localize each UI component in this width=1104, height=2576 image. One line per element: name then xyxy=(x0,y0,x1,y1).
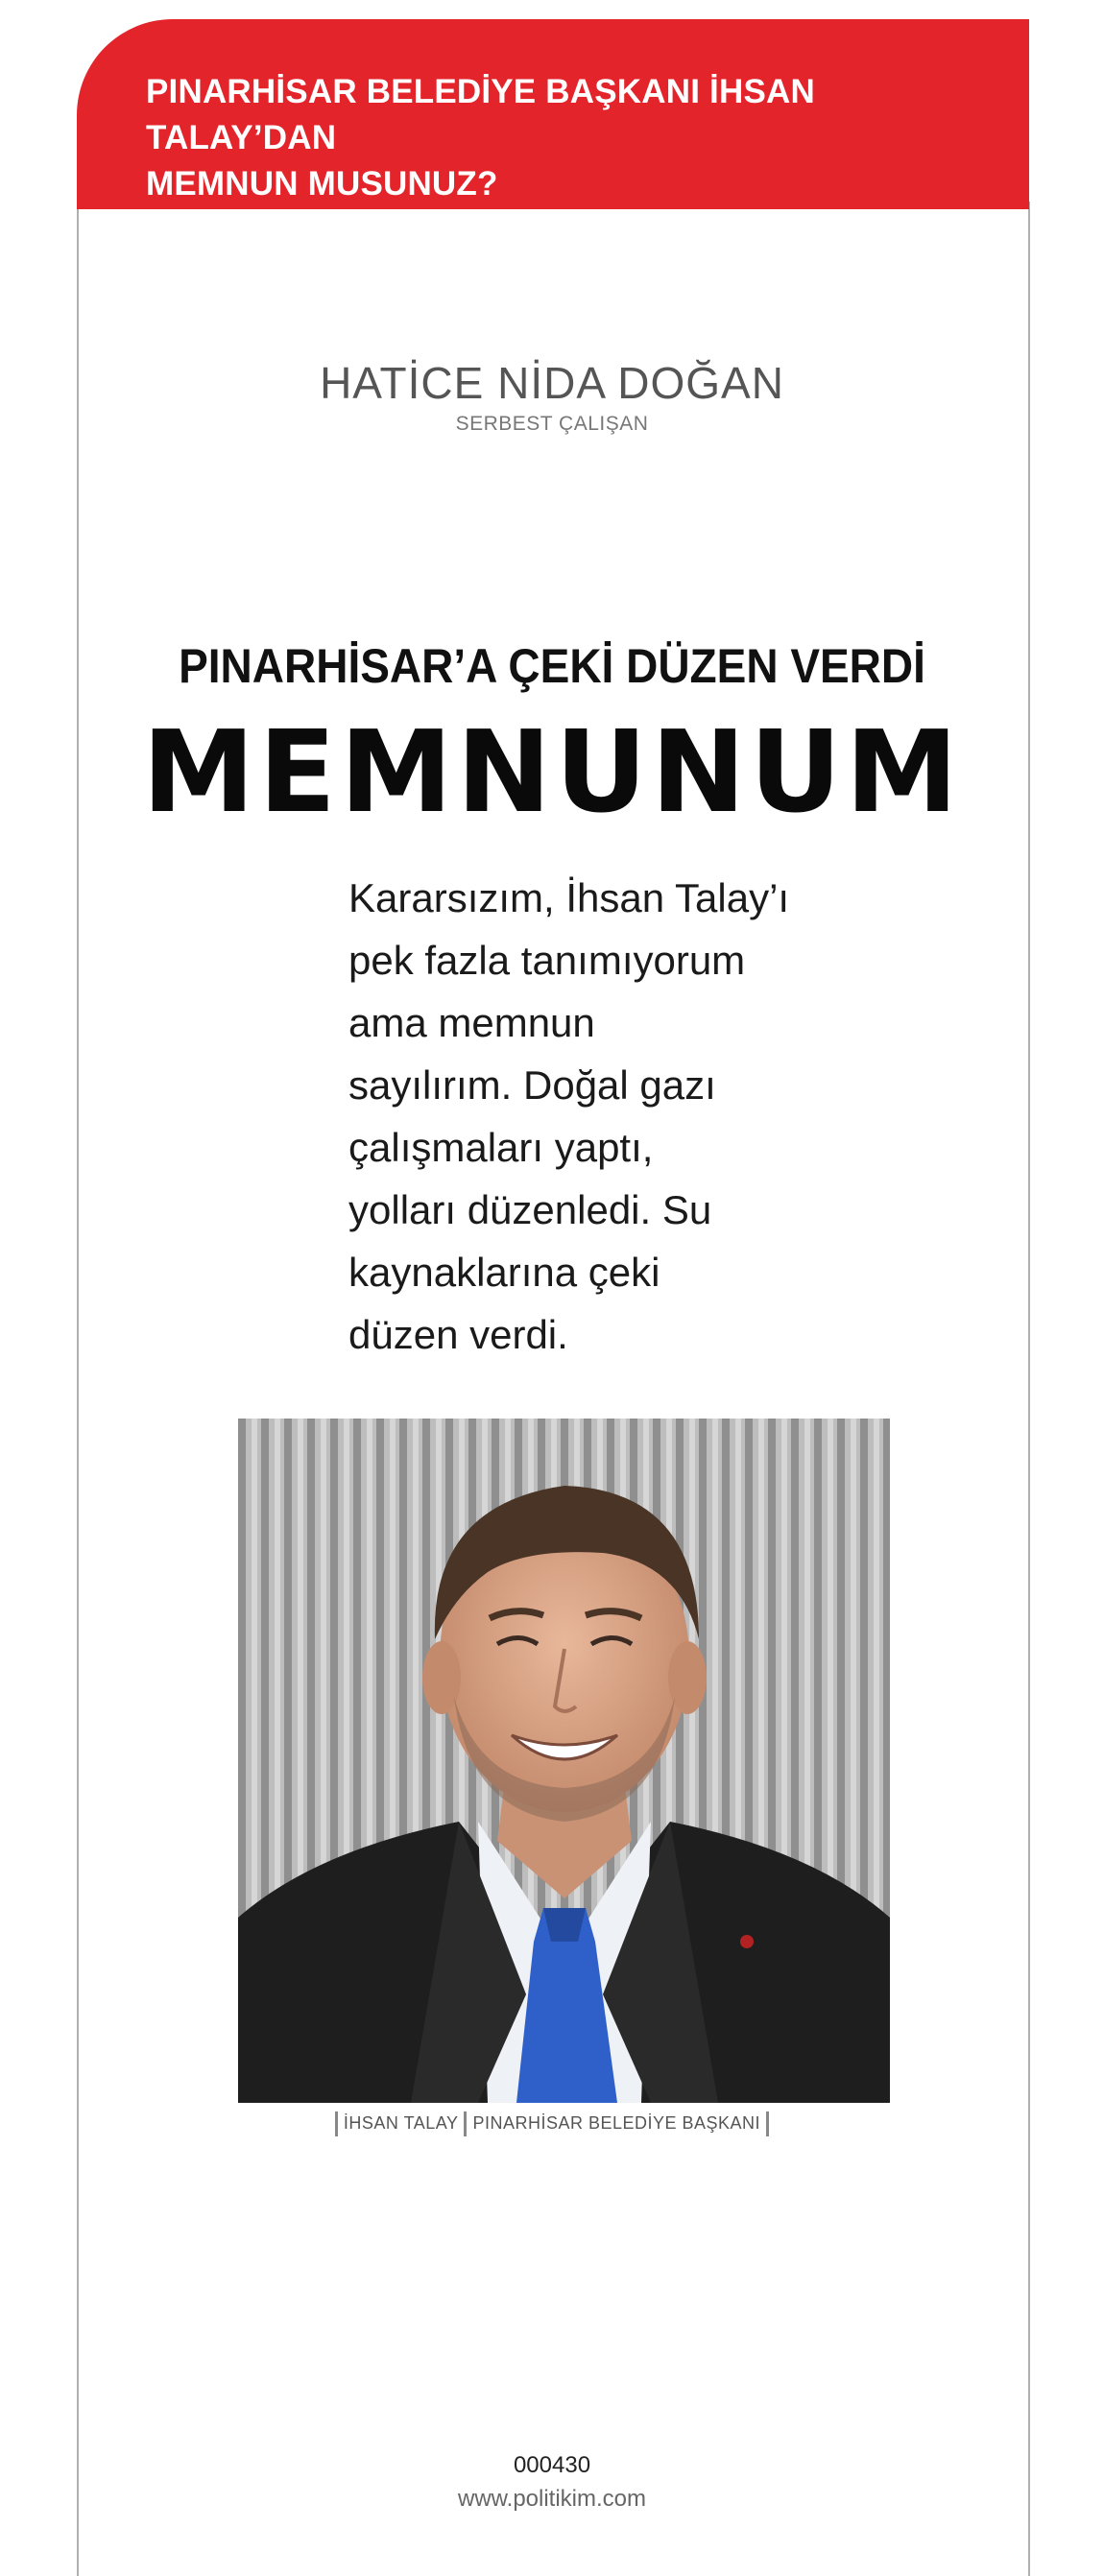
header-title-line-1: PINARHİSAR BELEDİYE BAŞKANI İHSAN TALAY’DAN xyxy=(146,73,815,156)
quote-line: Kararsızım, İhsan Talay’ı xyxy=(348,875,790,920)
author-name: HATİCE NİDA DOĞAN xyxy=(320,358,784,408)
header-title xyxy=(146,69,1010,207)
footer-url[interactable]: www.politikim.com xyxy=(457,2486,647,2512)
frame-border-right xyxy=(1028,202,1030,2576)
quote-line: ama memnun xyxy=(348,1000,595,1045)
quote-line: düzen verdi. xyxy=(348,1312,568,1357)
caption-divider xyxy=(766,2111,769,2136)
quote-line: kaynaklarına çeki xyxy=(348,1250,660,1295)
quote-line: pek fazla tanımıyorum xyxy=(348,938,746,983)
photo-caption xyxy=(0,2111,1104,2136)
caption-divider xyxy=(335,2111,338,2136)
portrait-illustration xyxy=(238,1419,890,2103)
footer-code: 000430 xyxy=(513,2452,591,2478)
quote-line: çalışmaları yaptı, xyxy=(348,1125,654,1170)
caption-name: İHSAN TALAY xyxy=(343,2112,459,2133)
frame-border-left xyxy=(77,202,79,2576)
header-banner xyxy=(77,19,1029,209)
article-quote xyxy=(348,867,790,1366)
caption-title: PINARHİSAR BELEDİYE BAŞKANI xyxy=(472,2112,761,2133)
article-kicker: PINARHİSAR’A ÇEKİ DÜZEN VERDİ xyxy=(179,639,925,693)
author-role: SERBEST ÇALIŞAN xyxy=(455,413,649,435)
portrait-photo xyxy=(238,1419,890,2103)
article-headline: MEMNUNUM xyxy=(141,705,963,838)
quote-line: sayılırım. Doğal gazı xyxy=(348,1062,716,1108)
caption-divider xyxy=(464,2111,467,2136)
quote-line: yolları düzenledi. Su xyxy=(348,1187,712,1232)
header-title-line-2: MEMNUN MUSUNUZ? xyxy=(146,165,498,203)
